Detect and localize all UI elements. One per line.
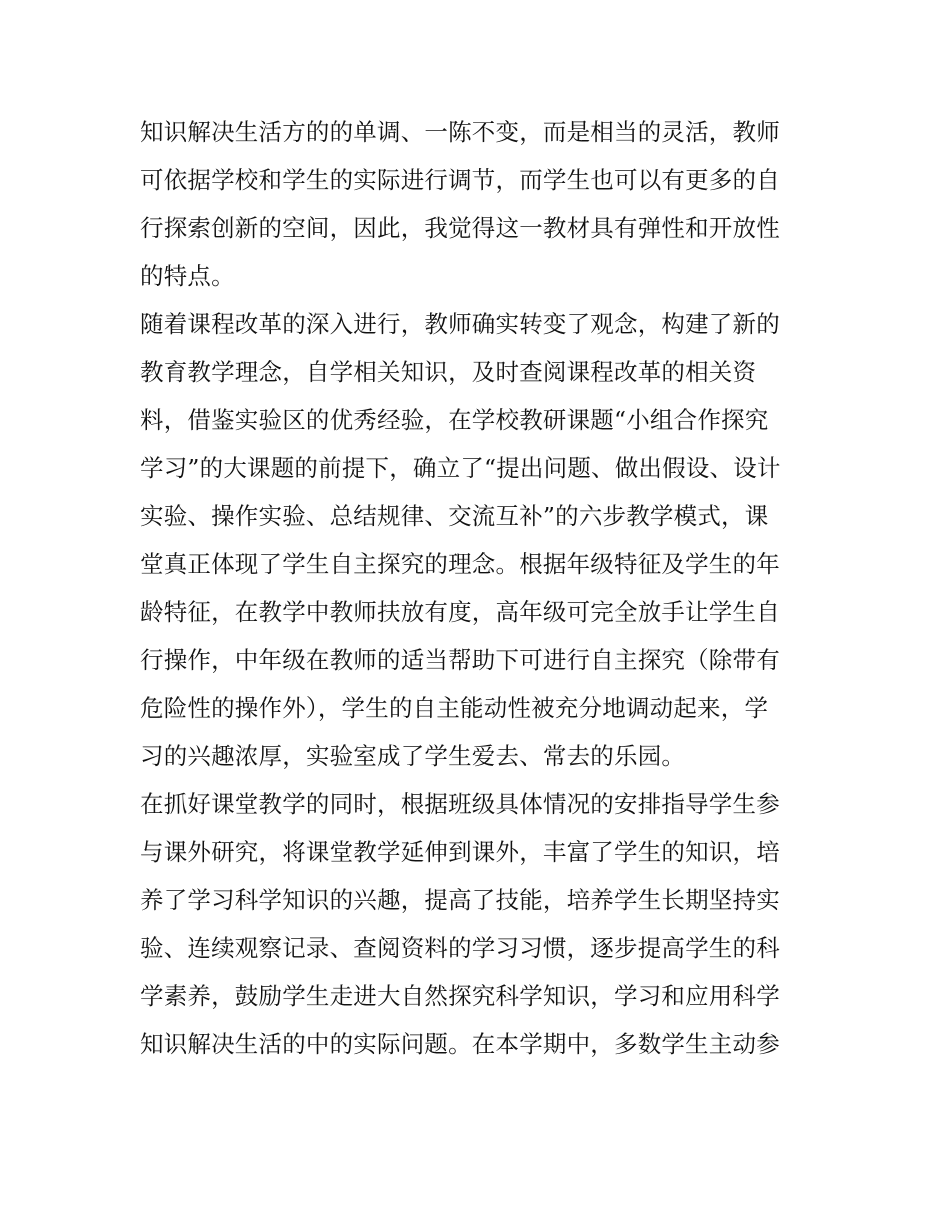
text-line: 与课外研究，将课堂教学延伸到课外，丰富了学生的知识，培 bbox=[140, 838, 780, 866]
text-line: 龄特征，在教学中教师扶放有度，高年级可完全放手让学生自 bbox=[140, 598, 780, 626]
text-line: 随着课程改革的深入进行，教师确实转变了观念，构建了新的 bbox=[140, 310, 780, 338]
text-line: 堂真正体现了学生自主探究的理念。根据年级特征及学生的年 bbox=[140, 550, 780, 578]
paragraph-1 bbox=[140, 108, 814, 300]
document-body bbox=[140, 108, 814, 1068]
paragraph-2 bbox=[140, 300, 814, 780]
text-line: 习的兴趣浓厚，实验室成了学生爱去、常去的乐园。 bbox=[140, 742, 686, 770]
text-line: 养了学习科学知识的兴趣，提高了技能，培养学生长期坚持实 bbox=[140, 886, 780, 914]
text-line: 学习”的大课题的前提下，确立了“提出问题、做出假设、设计 bbox=[140, 454, 781, 482]
text-line: 验、连续观察记录、查阅资料的学习习惯，逐步提高学生的科 bbox=[140, 934, 780, 962]
text-line: 知识解决生活的中的实际问题。在本学期中，多数学生主动参 bbox=[140, 1030, 780, 1058]
text-line: 的特点。 bbox=[140, 262, 235, 290]
text-line: 在抓好课堂教学的同时，根据班级具体情况的安排指导学生参 bbox=[140, 790, 780, 818]
text-line: 料，借鉴实验区的优秀经验，在学校教研课题“小组合作探究 bbox=[140, 406, 769, 434]
text-line: 学素养，鼓励学生走进大自然探究科学知识，学习和应用科学 bbox=[140, 982, 780, 1010]
text-line: 教育教学理念，自学相关知识，及时查阅课程改革的相关资 bbox=[140, 358, 757, 386]
text-line: 实验、操作实验、总结规律、交流互补”的六步教学模式，课 bbox=[140, 502, 769, 530]
paragraph-3 bbox=[140, 780, 814, 1068]
text-line: 行操作，中年级在教师的适当帮助下可进行自主探究（除带有 bbox=[140, 646, 780, 674]
text-line: 行探索创新的空间，因此，我觉得这一教材具有弹性和开放性 bbox=[140, 214, 780, 242]
text-line: 危险性的操作外），学生的自主能动性被充分地调动起来，学 bbox=[140, 694, 769, 722]
text-line: 知识解决生活方的的单调、一陈不变，而是相当的灵活，教师 bbox=[140, 118, 780, 146]
text-line: 可依据学校和学生的实际进行调节，而学生也可以有更多的自 bbox=[140, 166, 780, 194]
